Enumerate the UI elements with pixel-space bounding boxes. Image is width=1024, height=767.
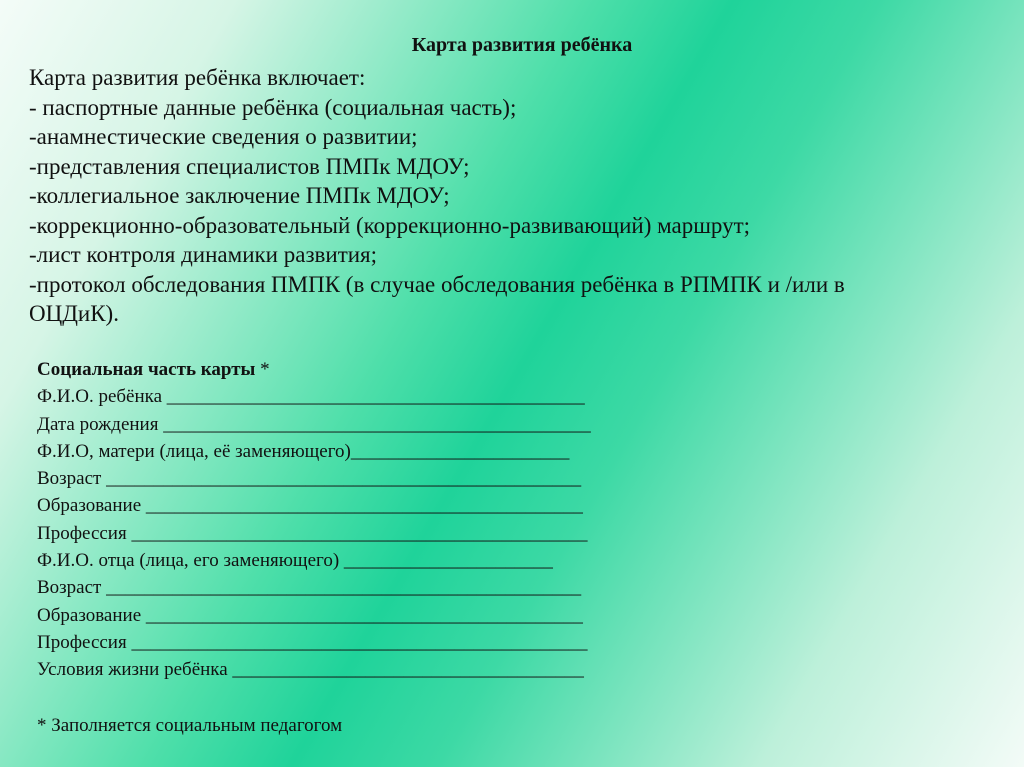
intro-lead: Карта развития ребёнка включает: bbox=[29, 65, 366, 90]
intro-item: -протокол обследования ПМПК (в случае обследования ребёнка в РПМПК и /или в bbox=[29, 271, 845, 297]
social-form bbox=[37, 356, 737, 684]
social-form-heading-text: Социальная часть карты bbox=[37, 359, 256, 380]
intro-item: ОЦДиК). bbox=[29, 301, 119, 326]
form-row-mother-education: Образование ______________________________________________ bbox=[37, 495, 583, 517]
form-row-living-conditions: Условия жизни ребёнка _____________________________________ bbox=[37, 659, 584, 681]
intro-item: -анамнестические сведения о развитии; bbox=[29, 124, 418, 149]
intro-item: -представления специалистов ПМПк МДОУ; bbox=[29, 153, 470, 179]
form-row-mother-profession: Профессия ________________________________________________ bbox=[37, 522, 588, 544]
footnote: * Заполняется социальным педагогом bbox=[37, 715, 343, 736]
form-row-father-name: Ф.И.О. отца (лица, его заменяющего) ______________________ bbox=[37, 550, 553, 572]
form-row-father-profession: Профессия ________________________________________________ bbox=[37, 631, 588, 653]
intro-section bbox=[29, 63, 989, 329]
form-row-birth-date: Дата рождения _____________________________________________ bbox=[37, 413, 591, 435]
intro-item: -лист контроля динамики развития; bbox=[29, 242, 378, 267]
form-row-father-education: Образование ______________________________________________ bbox=[37, 604, 583, 626]
form-row-mother-age: Возраст __________________________________________________ bbox=[37, 468, 582, 490]
intro-item: -коллегиальное заключение ПМПк МДОУ; bbox=[29, 183, 450, 208]
intro-item: - паспортные данные ребёнка (социальная часть); bbox=[29, 94, 517, 120]
form-row-mother-name: Ф.И.О, матери (лица, её заменяющего)_______________________ bbox=[37, 440, 570, 462]
social-form-heading bbox=[37, 356, 737, 383]
form-row-child-name: Ф.И.О. ребёнка ____________________________________________ bbox=[37, 386, 585, 408]
footnote-marker: * bbox=[255, 359, 270, 380]
intro-item: -коррекционно-образовательный (коррекционно-развивающий) маршрут; bbox=[29, 212, 751, 238]
form-row-father-age: Возраст __________________________________________________ bbox=[37, 577, 582, 599]
page-title: Карта развития ребёнка bbox=[411, 34, 633, 56]
